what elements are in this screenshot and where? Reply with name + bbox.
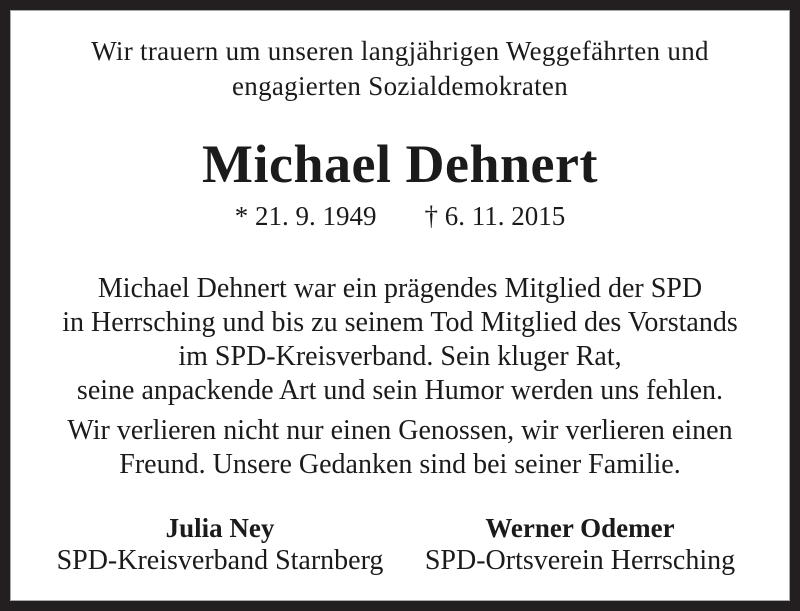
deceased-name: Michael Dehnert: [202, 134, 598, 194]
signer-name: Werner Odemer: [485, 513, 675, 543]
death-date: † 6. 11. 2015: [424, 201, 566, 231]
intro-line-1: Wir trauern um unseren langjährigen Weggefährten und: [91, 36, 709, 66]
farewell-line-2: Freund. Unsere Gedanken sind bei seiner Familie.: [119, 449, 681, 480]
tribute-paragraph: [10, 272, 790, 408]
intro-line-2: engagierten Sozialdemokraten: [231, 71, 568, 101]
tribute-line-1: Michael Dehnert war ein prägendes Mitglied der SPD: [97, 273, 703, 304]
intro-text: [10, 34, 790, 104]
signer-organization: SPD-Ortsverein Herrsching: [424, 545, 736, 576]
tribute-line-3: im SPD-Kreisverband. Sein kluger Rat,: [178, 341, 622, 372]
signature-block: [10, 512, 790, 577]
signature-right: [400, 512, 760, 577]
birth-date: * 21. 9. 1949: [234, 201, 377, 231]
obituary-content: [10, 10, 790, 601]
tribute-line-4: seine anpackende Art und sein Humor werden uns fehlen.: [76, 375, 724, 406]
signer-name: Julia Ney: [165, 513, 275, 543]
signer-organization: SPD-Kreisverband Starnberg: [56, 545, 384, 576]
tribute-line-2: in Herrsching und bis zu seinem Tod Mitglied des Vorstands: [62, 307, 738, 338]
life-dates: [10, 200, 790, 232]
farewell-line-1: Wir verlieren nicht nur einen Genossen, wir verlieren einen: [67, 415, 733, 446]
signature-left: [40, 512, 400, 577]
farewell-paragraph: [10, 414, 790, 482]
